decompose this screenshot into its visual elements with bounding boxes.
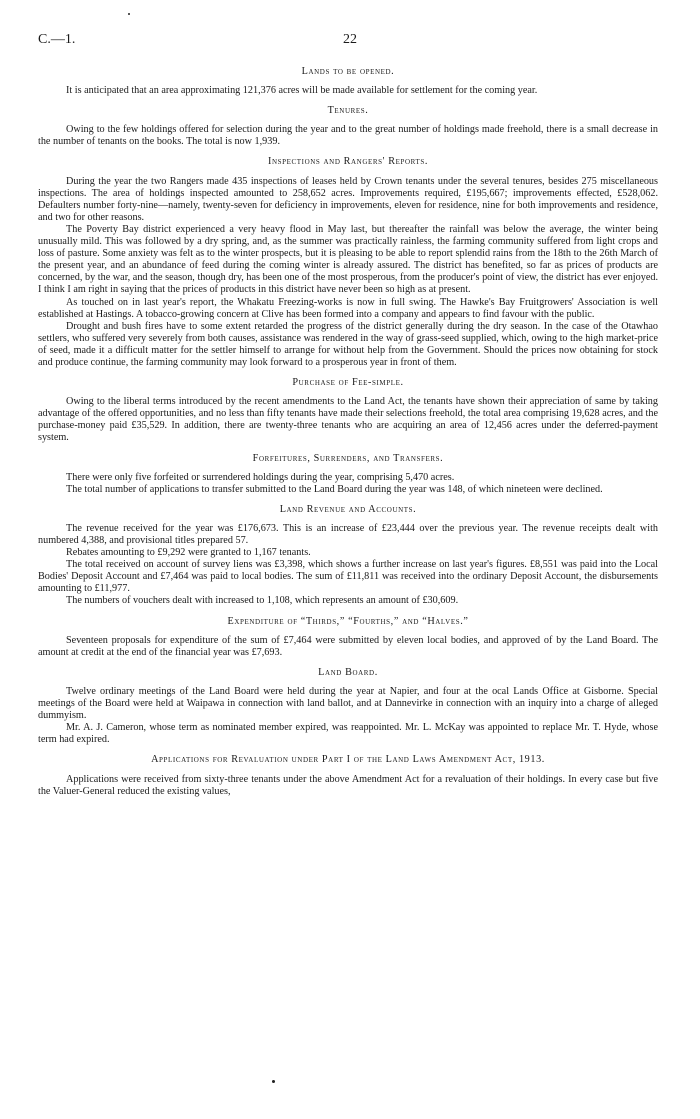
paragraph: As touched on in last year's report, the Whakatu Freezing-works is now in full swing. The Hawke's Bay Fruitgrowers' Association is well established at Hastings. A tobacco-growing concern at Clive has been formed into a company and appears to find favour with the public.	[38, 296, 658, 320]
section-heading: Lands to be opened.	[301, 66, 395, 77]
section-heading: Land Revenue and Accounts.	[279, 503, 417, 515]
section-purchase-of-fee-simple	[38, 377, 658, 444]
section-land-board	[38, 667, 658, 747]
bottom-mark	[272, 1080, 275, 1083]
section-forfeitures	[38, 453, 658, 496]
section-heading: Forfeitures, Surrenders, and Transfers.	[252, 452, 444, 464]
section-heading: Inspections and Rangers' Reports.	[267, 156, 428, 168]
paragraph: Mr. A. J. Cameron, whose term as nominated member expired, was reappointed. Mr. L. McKay was appointed to replace Mr. T. Hyde, whose term had expired.	[38, 722, 658, 746]
paragraph: The numbers of vouchers dealt with increased to 1,108, which represents an amount of £30,609.	[66, 595, 459, 607]
section-heading: Applications for Revaluation under Part I of the Land Laws Amendment Act, 1913.	[151, 754, 545, 766]
section-lands-to-be-opened	[38, 66, 658, 97]
body-text	[38, 66, 658, 798]
running-header	[38, 32, 662, 52]
paragraph: Seventeen proposals for expenditure of the sum of £7,464 were submitted by eleven local bodies, and approved of by the Land Board. The amount at credit at the end of the financial year was £7,693.	[38, 634, 658, 658]
stray-mark	[128, 13, 130, 15]
paragraph: Applications were received from sixty-three tenants under the above Amendment Act for a revaluation of their holdings. In every case but five the Valuer-General reduced the existing values,	[38, 773, 658, 797]
section-heading: Tenures.	[327, 105, 369, 117]
section-expenditure	[38, 616, 658, 659]
document-reference: C.—1.	[38, 32, 76, 47]
section-heading: Land Board.	[318, 666, 378, 678]
paragraph: Owing to the few holdings offered for selection during the year and to the great number of holdings made freehold, there is a small decrease in the number of tenants on the books. The total is now 1,939.	[38, 124, 658, 148]
section-heading: Purchase of Fee-simple.	[292, 377, 404, 389]
paragraph: During the year the two Rangers made 435 inspections of leases held by Crown tenants under the several tenures, besides 275 miscellaneous inspections. The area of holdings inspected amounted to 258,652 acres. Improvements required, £195,667; improvements effected, £528,062. Defaulters number forty-nine—namely, twenty-seven for deficiency in improvements, eleven for residence, nine for both improvements and residence, and two for other reasons.	[38, 175, 658, 223]
paragraph: Twelve ordinary meetings of the Land Board were held during the year at Napier, and four at the ocal Lands Office at Gisborne. Special meetings of the Board were held at Waipawa in connection with land ballot, and at Dannevirke in connection with an inquiry into a charge of alleged dummyism.	[38, 685, 658, 722]
paragraph: The total received on account of survey liens was £3,398, which shows a further increase on last year's figures. £8,551 was paid into the Local Bodies' Deposit Account and £7,464 was paid to local bodies. The sum of £11,811 was received into the ordinary Deposit Account, the disbursements amounting to £11,977.	[38, 559, 658, 595]
section-tenures	[38, 105, 658, 148]
paragraph: Drought and bush fires have to some extent retarded the progress of the district generally during the dry season. In the case of the Otawhao settlers, who suffered very severely from both causes, assistance was rendered in the way of grass-seed supplied, which, owing to the high market-price of seed, made it a difficult matter for the settler himself to arrange for without help from the Government. Should the prices now obtaining for stock and produce continue, the farming community may look forward to a prosperous year in front of them.	[38, 320, 658, 368]
section-revaluation	[38, 754, 658, 797]
paragraph: The total number of applications to transfer submitted to the Land Board during the year was 148, of which nineteen were declined.	[66, 483, 603, 495]
section-inspections	[38, 156, 658, 369]
paragraph: The Poverty Bay district experienced a very heavy flood in May last, but thereafter the rainfall was below the average, the winter being unusually mild. This was followed by a dry spring, and, as the summer was practically rainless, the farming community suffered from light crops and loss of pasture. Some anxiety was felt as to the winter prospects, but it is pleasing to be able to report splendid rains from the 18th to the 26th March of the present year, and an abundance of feed during the coming winter is already assured. The district has benefited, so far as prices of products are concerned, by the war, and the season, though dry, has been one of the most prosperous, from the producer's point of view, the district has ever enjoyed. I think I am right in saying that the prices of products in this district have never been so high as at present.	[38, 223, 658, 296]
page-number: 22	[343, 32, 357, 47]
section-heading: Expenditure of “Thirds,” “Fourths,” and “Halves.”	[227, 615, 469, 627]
paragraph: There were only five forfeited or surrendered holdings during the year, comprising 5,470 acres.	[66, 471, 455, 483]
paragraph: Rebates amounting to £9,292 were granted to 1,167 tenants.	[66, 547, 311, 559]
paragraph: The revenue received for the year was £176,673. This is an increase of £23,444 over the previous year. The revenue receipts dealt with numbered 4,388, and provisional titles prepared 57.	[38, 522, 658, 546]
paragraph: Owing to the liberal terms introduced by the recent amendments to the Land Act, the tenants have shown their appreciation of same by taking advantage of the offered opportunities, and no less than fifty tenants have made their selections freehold, the total area comprising 19,628 acres, and the purchase-money paid £35,529. In addition, there are twenty-three tenants who are acquiring an area of 12,456 acres under the deferred-payment system.	[38, 396, 658, 444]
section-land-revenue	[38, 504, 658, 608]
paragraph: It is anticipated that an area approximating 121,376 acres will be made available for settlement for the coming year.	[66, 85, 538, 97]
